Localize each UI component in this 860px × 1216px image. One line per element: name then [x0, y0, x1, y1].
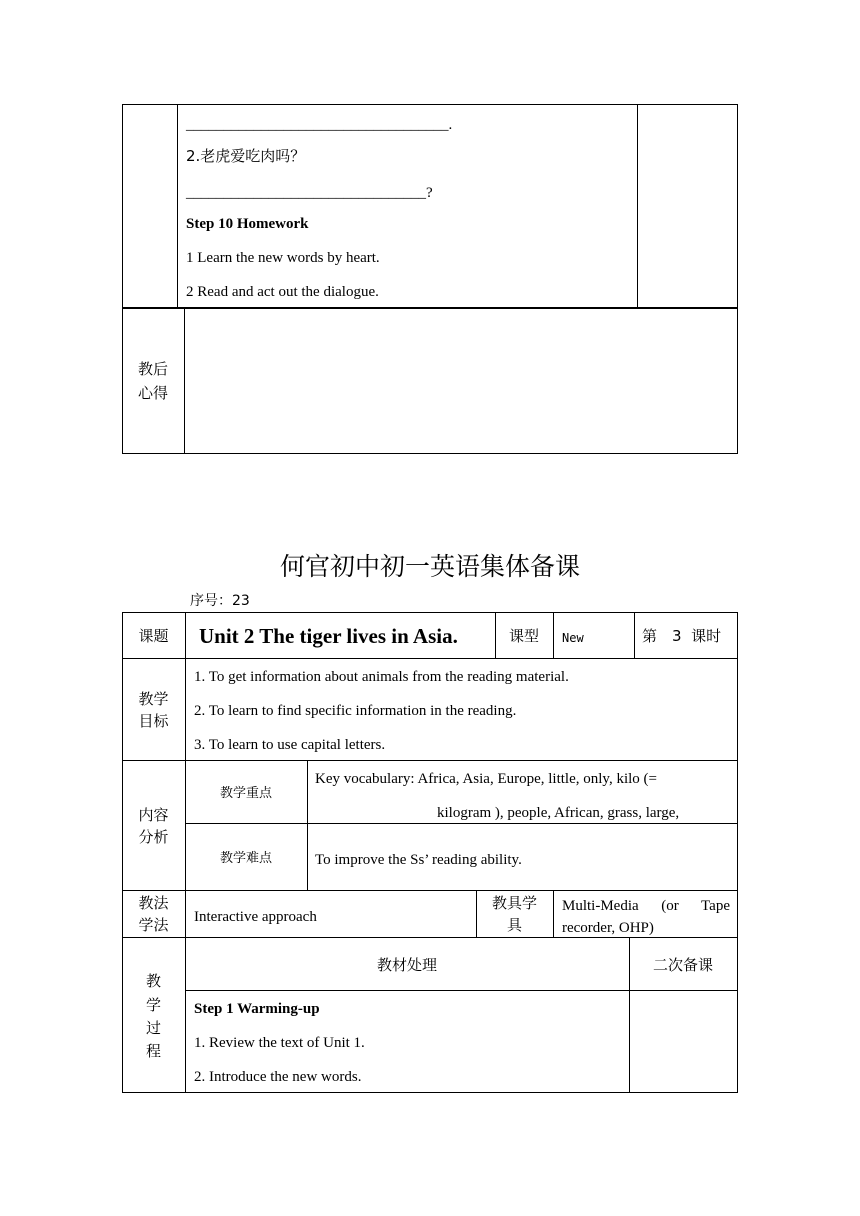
question-2: 2.老虎爱吃肉吗？ — [186, 147, 306, 165]
tools-text-line2: recorder, OHP) — [562, 920, 654, 936]
step-1-item-2: 2. Introduce the new words. — [194, 1069, 362, 1085]
tools-label-line1: 教具学 — [491, 894, 537, 912]
serial-number: 序号：23 — [190, 593, 250, 609]
objectives-label-line2: 目标 — [138, 712, 169, 730]
homework-item-1: 1 Learn the new words by heart. — [186, 250, 380, 266]
key-points-label: 教学重点 — [219, 786, 272, 801]
tools-text-line1: Multi-Media (or Tape — [562, 898, 730, 914]
key-vocabulary-line2: kilogram ), people, African, grass, large, — [437, 805, 680, 821]
difficulty-label: 教学难点 — [219, 851, 272, 866]
process-label-2: 学 — [145, 996, 161, 1014]
page-title: 何官初中初一英语集体备课 — [279, 552, 580, 581]
period-label: 第 3 课时 — [642, 627, 722, 645]
homework-item-2: 2 Read and act out the dialogue. — [186, 284, 379, 300]
type-value: New — [562, 631, 584, 645]
method-label-line1: 教法 — [138, 894, 169, 912]
analysis-label-line2: 分析 — [138, 828, 169, 846]
step-1-heading: Step 1 Warming-up — [194, 1001, 320, 1017]
objective-1: 1. To get information about animals from the reading material. — [194, 669, 569, 685]
objective-3: 3. To learn to use capital letters. — [194, 737, 386, 753]
type-label: 课型 — [508, 627, 539, 645]
topic-title: Unit 2 The tiger lives in Asia. — [199, 624, 458, 648]
reflection-label-line2: 心得 — [137, 384, 168, 402]
topic-label: 课题 — [138, 627, 169, 645]
tools-label-line2: 具 — [506, 916, 522, 934]
answer-blank-2: ________________________________? — [186, 185, 433, 201]
answer-blank-1: ___________________________________. — [186, 117, 453, 133]
analysis-label-line1: 内容 — [138, 806, 169, 824]
reflection-label-line1: 教后 — [137, 360, 168, 378]
process-label-3: 过 — [145, 1019, 161, 1037]
method-label-line2: 学法 — [138, 916, 169, 934]
material-header: 教材处理 — [376, 956, 437, 974]
difficulty-text: To improve the Ss’ reading ability. — [315, 852, 522, 868]
method-text: Interactive approach — [194, 909, 317, 925]
process-label-4: 程 — [145, 1042, 161, 1060]
objectives-label-line1: 教学 — [138, 690, 169, 708]
step-10-heading: Step 10 Homework — [186, 216, 309, 232]
step-1-item-1: 1. Review the text of Unit 1. — [194, 1035, 365, 1051]
second-prep-header: 二次备课 — [652, 956, 713, 974]
objective-2: 2. To learn to find specific information in the reading. — [194, 703, 517, 719]
process-label-1: 教 — [145, 972, 161, 990]
key-vocabulary-line1: Key vocabulary: Africa, Asia, Europe, little, only, kilo (= — [315, 771, 657, 787]
